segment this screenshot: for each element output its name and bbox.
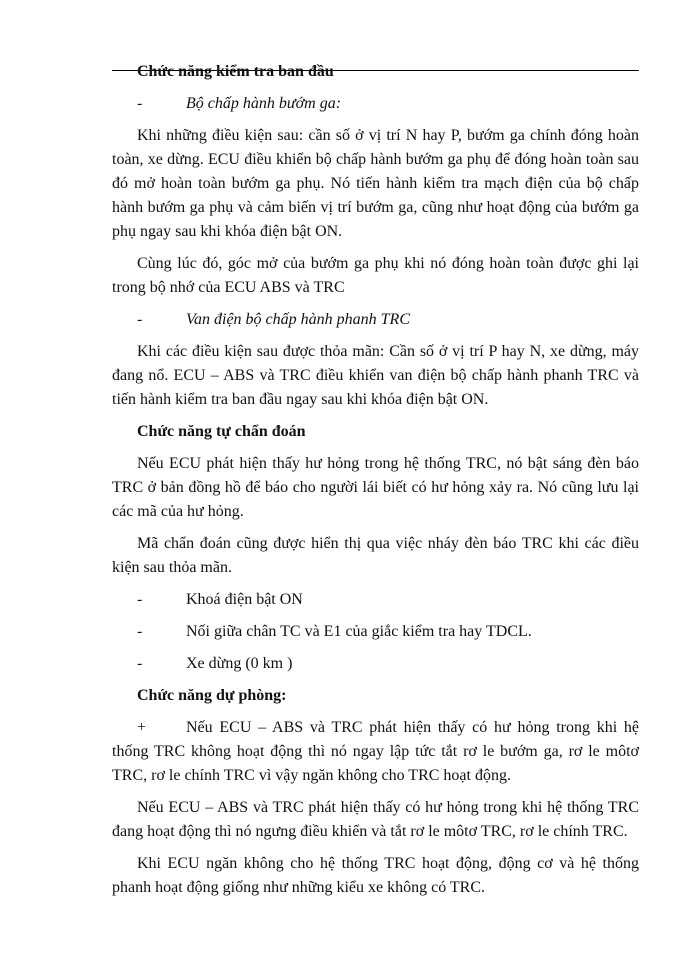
document-body — [112, 63, 639, 900]
heading-fail-safe: Chức năng dự phòng: — [137, 687, 287, 704]
paragraph-text: Nếu ECU – ABS và TRC phát hiện thấy có hư hỏng trong khi hệ thống TRC không hoạt động thì nó ngay lập tức tắt rơ le bướm ga, rơ le môtơ TRC, rơ le chính TRC vì vậy ngăn không cho TRC hoạt động. — [112, 719, 639, 784]
bullet-plus: + — [137, 719, 147, 736]
condition-vehicle-stopped — [112, 652, 639, 676]
paragraph-failsafe-inactive — [112, 716, 639, 788]
heading-self-diagnosis: Chức năng tự chẩn đoán — [137, 423, 306, 440]
paragraph-failsafe-active: Nếu ECU – ABS và TRC phát hiện thấy có hư hỏng trong khi hệ thống TRC đang hoạt động thì nó ngưng điều khiển và tắt rơ le môtơ TRC, rơ le chính TRC. — [112, 799, 639, 840]
bullet-text: Nối giữa chân TC và E1 của giắc kiểm tra hay TDCL. — [186, 623, 532, 640]
heading-initial-check: Chức năng kiểm tra ban đầu — [137, 63, 334, 80]
bullet-text: Khoá điện bật ON — [186, 591, 303, 608]
bullet-dash: - — [137, 655, 143, 672]
bullet-dash: - — [137, 591, 143, 608]
condition-ignition — [112, 588, 639, 612]
paragraph-throttle-memory: Cùng lúc đó, góc mở của bướm ga phụ khi nó đóng hoàn toàn được ghi lại trong bộ nhớ của ECU ABS và TRC — [112, 255, 639, 296]
bullet-text: Van điện bộ chấp hành phanh TRC — [186, 311, 410, 328]
paragraph-diagnosis-warning: Nếu ECU phát hiện thấy hư hỏng trong hệ thống TRC, nó bật sáng đèn báo TRC ở bản đồng hồ để báo cho người lái biết có hư hỏng xảy ra. Nó cũng lưu lại các mã của hư hỏng. — [112, 455, 639, 520]
bullet-dash: - — [137, 623, 143, 640]
bullet-throttle-actuator — [112, 92, 639, 116]
bullet-dash: - — [137, 95, 143, 112]
bullet-text: Bộ chấp hành bướm ga: — [186, 95, 342, 112]
condition-short-circuit — [112, 620, 639, 644]
paragraph-brake-check: Khi các điều kiện sau được thỏa mãn: Cần số ở vị trí P hay N, xe dừng, máy đang nổ. ECU – ABS và TRC điều khiển van điện bộ chấp hành phanh TRC và tiến hành kiểm tra ban đầu ngay sau khi khóa điện bật ON. — [112, 343, 639, 408]
paragraph-failsafe-result: Khi ECU ngăn không cho hệ thống TRC hoạt động, động cơ và hệ thống phanh hoạt động giống như những kiểu xe không có TRC. — [112, 855, 639, 896]
paragraph-diagnosis-code: Mã chẩn đoán cũng được hiển thị qua việc nháy đèn báo TRC khi các điều kiện sau thỏa mãn. — [112, 535, 639, 576]
bullet-text: Xe dừng (0 km ) — [186, 655, 293, 672]
paragraph-throttle-check: Khi những điều kiện sau: cần số ở vị trí N hay P, bướm ga chính đóng hoàn toàn, xe dừng. ECU điều khiển bộ chấp hành bướm ga phụ để đóng hoàn toàn sau đó mở hoàn toàn bướm ga phụ. Nó tiến hành kiểm tra mạch điện của bộ chấp hành bướm ga phụ và cảm biến vị trí bướm ga, cũng như hoạt động của bướm ga phụ ngay sau khi khóa điện bật ON. — [112, 127, 639, 240]
bullet-brake-valve — [112, 308, 639, 332]
bullet-dash: - — [137, 311, 143, 328]
